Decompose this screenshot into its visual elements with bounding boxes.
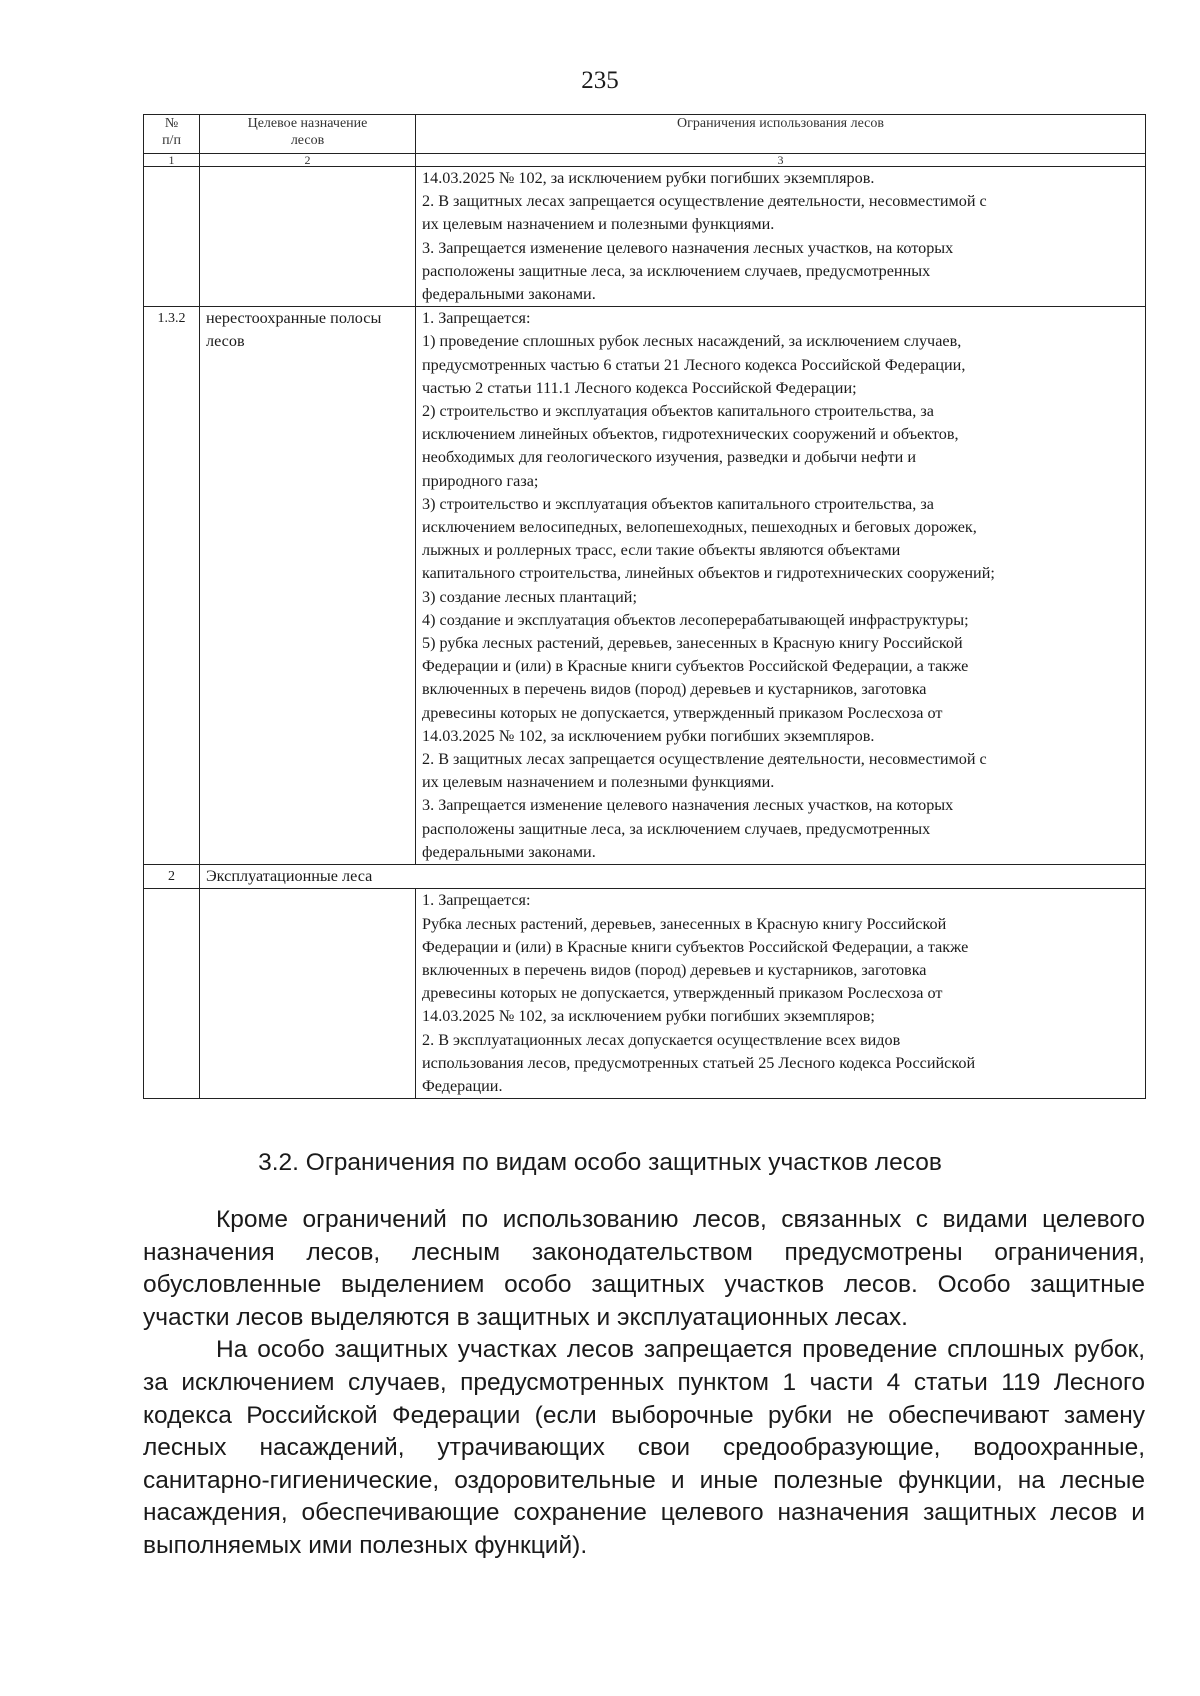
table-row (144, 889, 1146, 1099)
header-restrictions: Ограничения использования лесов (416, 115, 1146, 154)
restriction-line: 2. В защитных лесах запрещается осуществление деятельности, несовместимой с (422, 192, 987, 211)
restriction-line: использования лесов, предусмотренных статьей 25 Лесного кодекса Российской (422, 1053, 976, 1072)
restriction-line: 2) строительство и эксплуатация объектов капитального строительства, за (422, 402, 934, 421)
restriction-line: их целевым назначением и полезными функциями. (422, 773, 775, 792)
table-row (144, 865, 1146, 889)
restriction-line: расположены защитные леса, за исключением случаев, предусмотренных (422, 261, 931, 280)
page-number: 235 (581, 67, 619, 94)
row-number (144, 889, 200, 1099)
restriction-line: 1) проведение сплошных рубок лесных насаждений, за исключением случаев, (422, 332, 962, 351)
paragraph: Кроме ограничений по использованию лесов, связанных с видами целевого назначения лесов, лесным законодательством предусмотрены ограничения, обусловленные выделением особо защитных участков лесов. Особо защитные участки лесов выделяются в защитных и эксплуатационных лесах. (143, 1206, 1145, 1331)
restriction-line: Федерации и (или) в Красные книги субъектов Российской Федерации, а также (422, 937, 969, 956)
restriction-line: необходимых для геологического изучения, разведки и добычи нефти и (422, 448, 917, 467)
table-body (144, 167, 1146, 1099)
restriction-line: природного газа; (422, 471, 539, 490)
row-purpose (200, 889, 416, 1099)
header-number: № п/п (144, 115, 200, 154)
index-cell: 2 (200, 154, 416, 167)
table-row (144, 167, 1146, 307)
restriction-line: 14.03.2025 № 102, за исключением рубки погибших экземпляров. (422, 726, 875, 745)
row-restrictions (416, 889, 1146, 1099)
paragraph: На особо защитных участках лесов запрещается проведение сплошных рубок, за исключением случаев, предусмотренных пунктом 1 части 4 статьи 119 Лесного кодекса Российской Федерации (если выборочные рубки не обеспечивают замену лесных насаждений, утрачивающих свои средообразующие, водоохранные, санитарно-гигиенические, оздоровительные и иные полезные функции, на лесные насаждения, обеспечивающие сохранение целевого назначения защитных лесов и выполняемых ими полезных функций). (143, 1336, 1145, 1559)
restriction-line: 14.03.2025 № 102, за исключением рубки погибших экземпляров. (422, 169, 875, 187)
row-number (144, 167, 200, 307)
restriction-line: древесины которых не допускается, утвержденный приказом Рослесхоза от (422, 984, 943, 1003)
index-cell: 1 (144, 154, 200, 167)
row-number: 1.3.2 (144, 307, 200, 865)
restriction-line: расположены защитные леса, за исключением случаев, предусмотренных (422, 819, 931, 838)
row-restrictions (416, 307, 1146, 865)
table-index-row (144, 154, 1146, 167)
restriction-line: предусмотренных частью 6 статьи 21 Лесного кодекса Российской Федерации, (422, 355, 966, 374)
restriction-line: Федерации. (422, 1076, 503, 1095)
restriction-line: 1. Запрещается: (422, 891, 531, 910)
restriction-line: Рубка лесных растений, деревьев, занесенных в Красную книгу Российской (422, 914, 947, 933)
restriction-line: 14.03.2025 № 102, за исключением рубки погибших экземпляров; (422, 1007, 875, 1026)
restriction-line: капитального строительства, линейных объектов и гидротехнических сооружений; (422, 564, 995, 583)
restriction-line: исключением велосипедных, велопешеходных, пешеходных и беговых дорожек, (422, 518, 977, 537)
row-restrictions (416, 167, 1146, 307)
row-number: 2 (144, 865, 200, 889)
table-header-row (144, 115, 1146, 154)
restriction-line: 3. Запрещается изменение целевого назначения лесных участков, на которых (422, 796, 954, 815)
header-purpose: Целевое назначение лесов (200, 115, 416, 154)
restriction-line: лыжных и роллерных трасс, если такие объекты являются объектами (422, 541, 901, 560)
restriction-line: включенных в перечень видов (пород) деревьев и кустарников, заготовка (422, 960, 927, 979)
restriction-line: Федерации и (или) в Красные книги субъектов Российской Федерации, а также (422, 657, 969, 676)
restriction-line: 5) рубка лесных растений, деревьев, занесенных в Красную книгу Российской (422, 634, 963, 653)
section-title: 3.2. Ограничения по видам особо защитных участков лесов (258, 1149, 942, 1176)
row-purpose: нерестоохранные полосы лесов (200, 307, 416, 865)
restriction-line: частью 2 статьи 111.1 Лесного кодекса Российской Федерации; (422, 378, 857, 397)
restriction-line: 2. В защитных лесах запрещается осуществление деятельности, несовместимой с (422, 750, 987, 769)
restriction-line: 2. В эксплуатационных лесах допускается осуществление всех видов (422, 1030, 901, 1049)
body-text (143, 1204, 1145, 1563)
restriction-line: 3. Запрещается изменение целевого назначения лесных участков, на которых (422, 238, 954, 257)
index-cell: 3 (416, 154, 1146, 167)
section-row-label: Эксплуатационные леса (200, 865, 1146, 889)
restriction-line: 4) создание и эксплуатация объектов лесоперерабатывающей инфраструктуры; (422, 610, 969, 629)
restriction-line: их целевым назначением и полезными функциями. (422, 215, 775, 234)
restriction-line: древесины которых не допускается, утвержденный приказом Рослесхоза от (422, 703, 943, 722)
restriction-line: 1. Запрещается: (422, 309, 531, 328)
restriction-line: федеральными законами. (422, 842, 596, 861)
restriction-line: федеральными законами. (422, 285, 596, 304)
table-row (144, 307, 1146, 865)
row-purpose (200, 167, 416, 307)
restriction-line: включенных в перечень видов (пород) деревьев и кустарников, заготовка (422, 680, 927, 699)
restrictions-table (143, 114, 1146, 1099)
restriction-line: исключением линейных объектов, гидротехнических сооружений и объектов, (422, 425, 959, 444)
restriction-line: 3) строительство и эксплуатация объектов капитального строительства, за (422, 494, 934, 513)
restriction-line: 3) создание лесных плантаций; (422, 587, 637, 606)
